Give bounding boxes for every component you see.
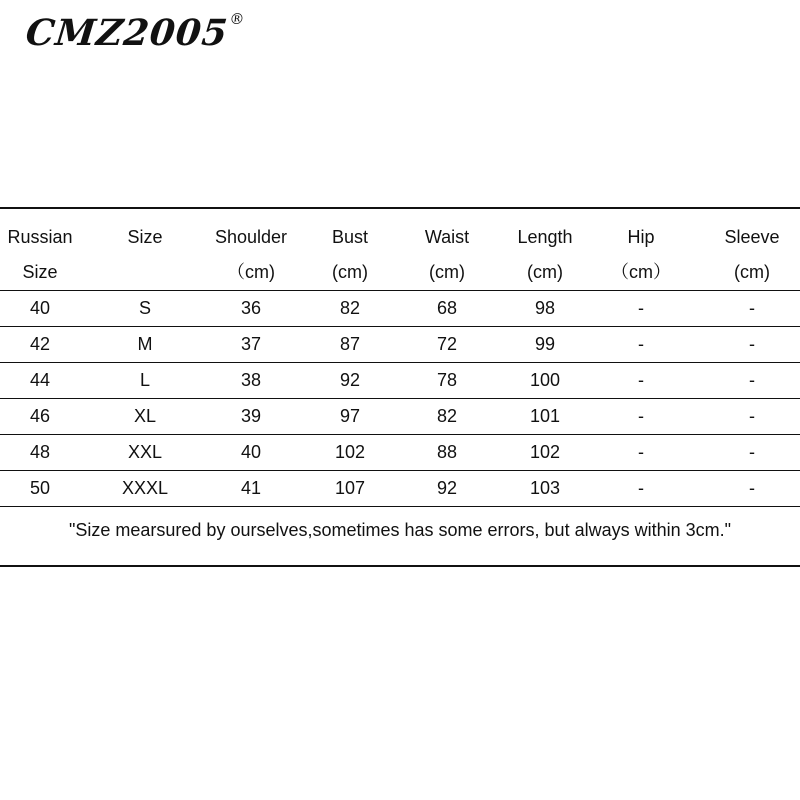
size-note: "Size mearsured by ourselves,sometimes has some errors, but always within 3cm." [68, 520, 732, 540]
table-rule [0, 207, 800, 209]
table-cell: 87 [339, 334, 361, 354]
registered-mark: ® [228, 10, 247, 28]
table-cell: - [638, 370, 644, 390]
brand-logo [23, 10, 247, 54]
column-header: Length [517, 227, 573, 247]
table-cell: 101 [529, 406, 561, 426]
table-rule [0, 398, 800, 399]
column-header: Sleeve [724, 227, 780, 247]
column-header: Size [127, 227, 163, 247]
table-cell: - [749, 370, 755, 390]
table-cell: 99 [534, 334, 556, 354]
table-cell: 48 [29, 442, 51, 462]
table-cell: 78 [436, 370, 458, 390]
table-cell: - [749, 298, 755, 318]
table-cell: 82 [436, 406, 458, 426]
table-cell: - [749, 406, 755, 426]
table-cell: XXL [127, 442, 163, 462]
table-cell: - [638, 478, 644, 498]
column-header: Waist [424, 227, 470, 247]
table-cell: - [638, 334, 644, 354]
brand-logo-text: CMZ2005 [23, 12, 231, 54]
column-header: (cm) [429, 262, 465, 282]
table-cell: 39 [240, 406, 262, 426]
table-cell: S [138, 298, 151, 318]
table-cell: - [638, 406, 644, 426]
column-header: (cm) [527, 262, 563, 282]
table-rule [0, 434, 800, 435]
column-header: Shoulder [214, 227, 288, 247]
table-cell: 68 [436, 298, 458, 318]
table-cell: - [749, 442, 755, 462]
table-cell: 82 [339, 298, 361, 318]
table-cell: 44 [29, 370, 51, 390]
table-cell: XL [133, 406, 157, 426]
table-cell: 102 [529, 442, 561, 462]
table-cell: - [749, 334, 755, 354]
table-rule [0, 362, 800, 363]
table-cell: - [638, 442, 644, 462]
table-cell: 103 [529, 478, 561, 498]
table-cell: 42 [29, 334, 51, 354]
table-cell: 88 [436, 442, 458, 462]
column-header: Hip [627, 227, 655, 247]
table-cell: 38 [240, 370, 262, 390]
table-cell: 72 [436, 334, 458, 354]
table-cell: - [749, 478, 755, 498]
table-cell: 97 [339, 406, 361, 426]
table-cell: 107 [334, 478, 366, 498]
table-cell: 100 [529, 370, 561, 390]
table-rule [0, 506, 800, 507]
table-rule [0, 290, 800, 291]
column-header: （cm) [227, 262, 275, 282]
table-cell: - [638, 298, 644, 318]
table-cell: 40 [29, 298, 51, 318]
table-rule [0, 565, 800, 567]
table-cell: 50 [29, 478, 51, 498]
table-cell: 46 [29, 406, 51, 426]
table-cell: M [137, 334, 153, 354]
column-header: (cm) [734, 262, 770, 282]
column-header: (cm) [332, 262, 368, 282]
table-cell: 102 [334, 442, 366, 462]
table-cell: 92 [436, 478, 458, 498]
column-header: Bust [331, 227, 369, 247]
table-cell: 98 [534, 298, 556, 318]
table-cell: 92 [339, 370, 361, 390]
table-cell: 37 [240, 334, 262, 354]
column-header: （cm） [611, 262, 671, 282]
table-cell: 41 [240, 478, 262, 498]
table-cell: 40 [240, 442, 262, 462]
table-cell: L [139, 370, 150, 390]
column-header: Size [22, 262, 58, 282]
table-cell: 36 [240, 298, 262, 318]
table-cell: XXXL [121, 478, 169, 498]
table-rule [0, 470, 800, 471]
table-rule [0, 326, 800, 327]
column-header: Russian [7, 227, 73, 247]
